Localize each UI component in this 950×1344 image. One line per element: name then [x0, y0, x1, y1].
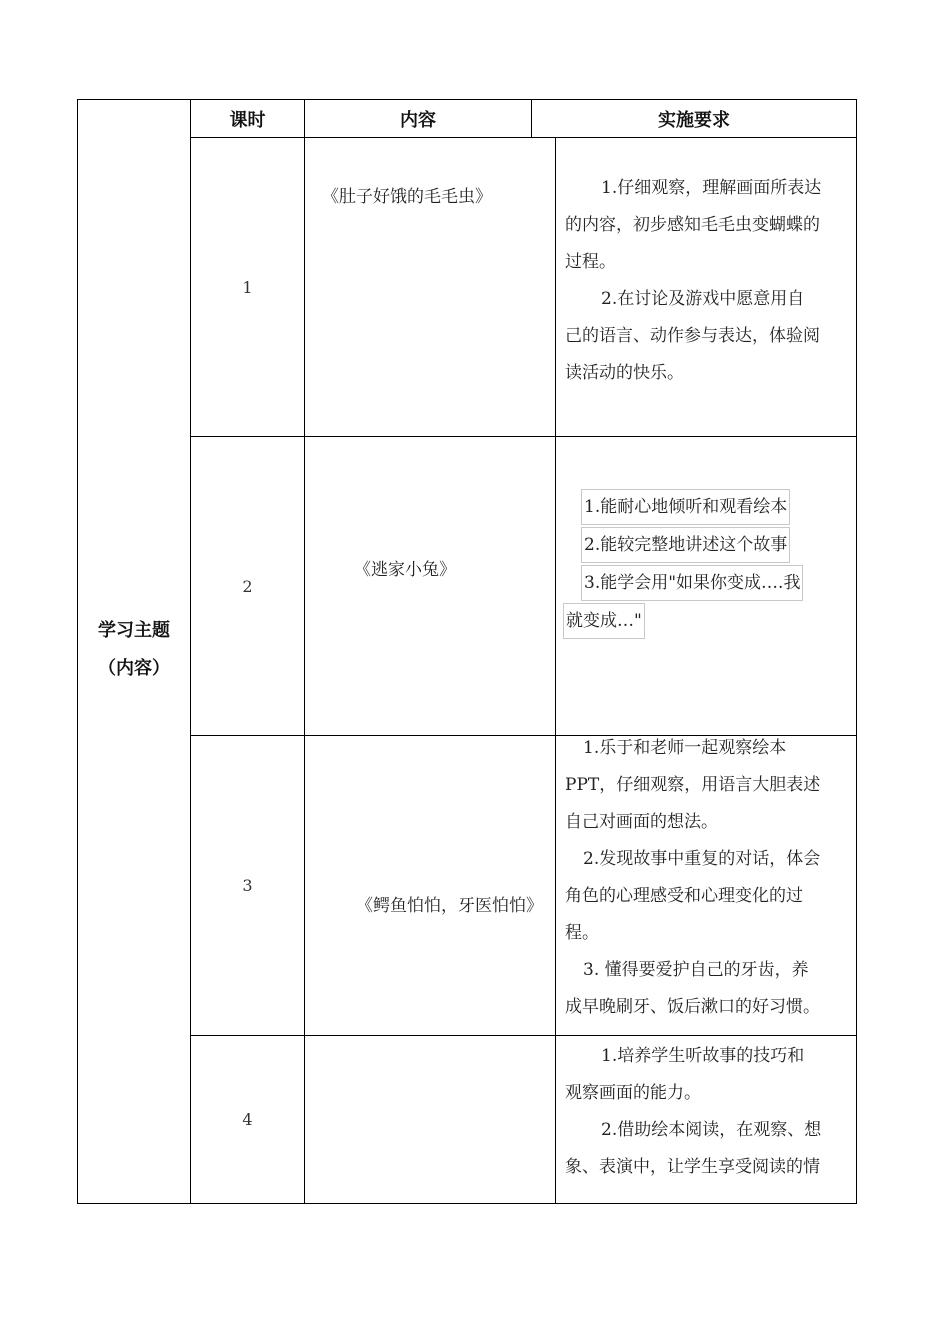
header-content: 内容: [400, 109, 436, 131]
side-label-line1: 学习主题: [98, 620, 170, 641]
requirement-line: 1.乐于和老师一起观察绘本: [583, 738, 787, 758]
requirement-line: 2.能较完整地讲述这个故事: [581, 527, 790, 563]
requirements-cell: [565, 170, 855, 392]
content-title: 《鳄鱼怕怕，牙医怕怕》: [356, 896, 543, 916]
requirement-line: 3.能学会用"如果你变成….我: [581, 565, 803, 601]
requirement-line: 观察画面的能力。: [565, 1083, 701, 1103]
period-cell: 4: [242, 1110, 253, 1129]
period-cell: 3: [242, 876, 253, 895]
requirement-line: PPT，仔细观察，用语言大胆表述: [565, 775, 821, 795]
requirement-line: 程。: [565, 923, 599, 943]
requirement-line: 角色的心理感受和心理变化的过: [565, 886, 803, 906]
side-label-line2: （内容）: [98, 658, 170, 679]
requirement-line: 读活动的快乐。: [565, 363, 684, 383]
content-title: 《肚子好饿的毛毛虫》: [322, 187, 492, 207]
table-border-right: [856, 99, 857, 1204]
header-requirements: 实施要求: [658, 109, 730, 131]
requirement-line: 2.在讨论及游戏中愿意用自: [601, 289, 805, 309]
table-border-bottom: [77, 1203, 857, 1204]
requirement-line: 3. 懂得要爱护自己的牙齿，养: [583, 960, 809, 980]
content-title: 《逃家小兔》: [354, 560, 456, 580]
requirement-line: 过程。: [565, 252, 616, 272]
requirement-line: 象、表演中，让学生享受阅读的情: [565, 1157, 820, 1177]
header-period: 课时: [229, 109, 266, 131]
requirement-line: 2.发现故事中重复的对话，体会: [583, 849, 821, 869]
requirement-line: 成早晚刷牙、饭后漱口的好习惯。: [565, 997, 820, 1017]
period-column-divider: [304, 99, 305, 1204]
period-cell: 2: [242, 576, 253, 596]
requirement-line: 自己对画面的想法。: [565, 812, 718, 832]
requirements-cell: [565, 730, 855, 1026]
requirement-line: 1.仔细观察，理解画面所表达: [601, 178, 822, 198]
requirement-line: 1.能耐心地倾听和观看绘本: [581, 489, 790, 525]
requirements-cell: [563, 489, 855, 641]
requirement-line: 己的语言、动作参与表达，体验阅: [565, 326, 820, 346]
requirements-cell: [565, 1038, 855, 1186]
requirement-line: 就变成…": [563, 603, 645, 639]
content-column-divider: [555, 137, 556, 1204]
period-cell: 1: [242, 277, 253, 297]
requirement-line: 2.借助绘本阅读，在观察、想: [601, 1120, 822, 1140]
requirement-line: 的内容，初步感知毛毛虫变蝴蝶的: [565, 215, 820, 235]
side-label: [78, 612, 190, 688]
requirement-line: 1.培养学生听故事的技巧和: [601, 1046, 805, 1066]
